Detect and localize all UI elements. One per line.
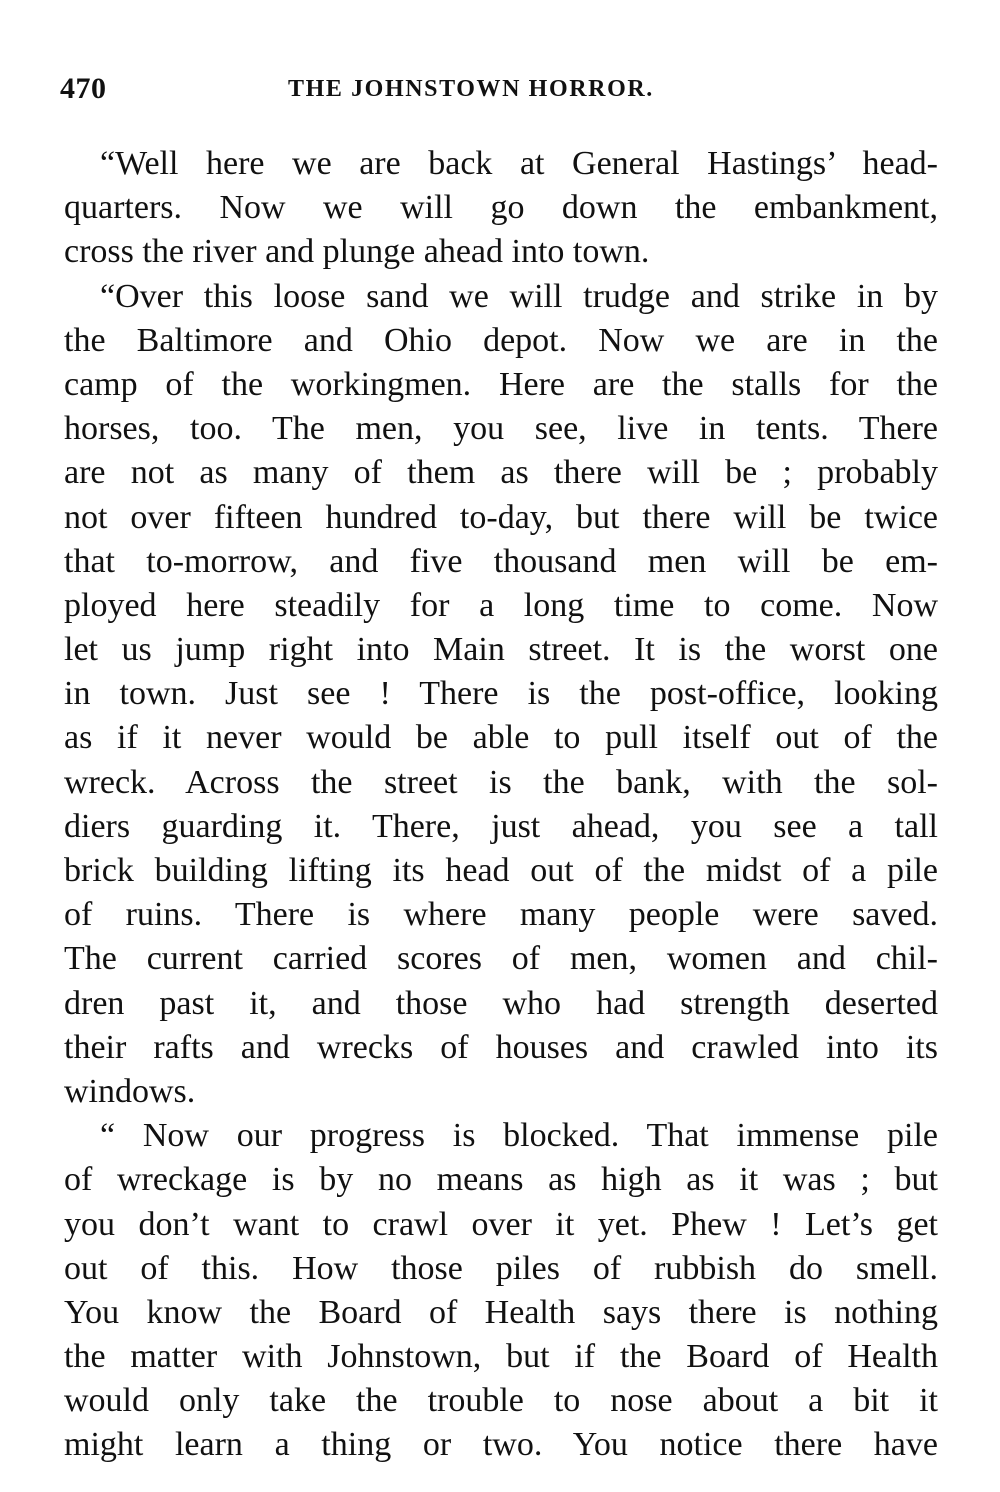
text-line: of wreckage is by no means as high as it was ; but (64, 1161, 938, 1199)
text-line: not over fifteen hundred to-day, but there will be twice (64, 498, 938, 536)
text-line: diers guarding it. There, just ahead, you see a tall (64, 807, 938, 845)
body-text (64, 142, 938, 1468)
text-line: out of this. How those piles of rubbish do smell. (64, 1249, 938, 1287)
text-line: of ruins. There is where many people were saved. (64, 896, 938, 934)
text-line: “Well here we are back at General Hastings’ head- (100, 145, 938, 182)
text-line: are not as many of them as there will be ; probably (64, 454, 938, 492)
running-title: THE JOHNSTOWN HORROR. (288, 76, 654, 102)
text-line: in town. Just see ! There is the post-office, looking (64, 675, 938, 713)
text-line: horses, too. The men, you see, live in tents. There (64, 410, 938, 448)
text-line: let us jump right into Main street. It is the worst one (64, 631, 938, 669)
page-header (60, 72, 940, 112)
text-line: you don’t want to crawl over it yet. Phew ! Let’s get (64, 1205, 938, 1243)
text-line: that to-morrow, and five thousand men will be em- (64, 542, 938, 580)
text-line: might learn a thing or two. You notice there have (64, 1426, 938, 1464)
text-line: “Over this loose sand we will trudge and strike in by (100, 277, 938, 315)
text-line: would only take the trouble to nose about a bit it (64, 1382, 938, 1420)
text-line: as if it never would be able to pull itself out of the (64, 719, 938, 757)
text-line: ployed here steadily for a long time to come. Now (64, 586, 938, 624)
page-number: 470 (60, 72, 107, 105)
text-line: quarters. Now we will go down the embankment, (64, 189, 938, 227)
text-line: their rafts and wrecks of houses and crawled into its (64, 1028, 938, 1066)
text-line: camp of the workingmen. Here are the stalls for the (64, 365, 938, 403)
text-line: cross the river and plunge ahead into town. (64, 233, 650, 271)
text-line: You know the Board of Health says there is nothing (64, 1293, 938, 1331)
text-line: the matter with Johnstown, but if the Board of Health (64, 1338, 938, 1376)
text-line: windows. (64, 1072, 196, 1110)
text-line: the Baltimore and Ohio depot. Now we are in the (64, 321, 938, 359)
text-line: dren past it, and those who had strength deserted (64, 984, 938, 1022)
text-line: brick building lifting its head out of the midst of a pile (64, 852, 938, 889)
text-line: The current carried scores of men, women and chil- (64, 940, 938, 978)
text-line: wreck. Across the street is the bank, with the sol- (64, 763, 938, 801)
text-line: “ Now our progress is blocked. That immense pile (100, 1117, 938, 1155)
